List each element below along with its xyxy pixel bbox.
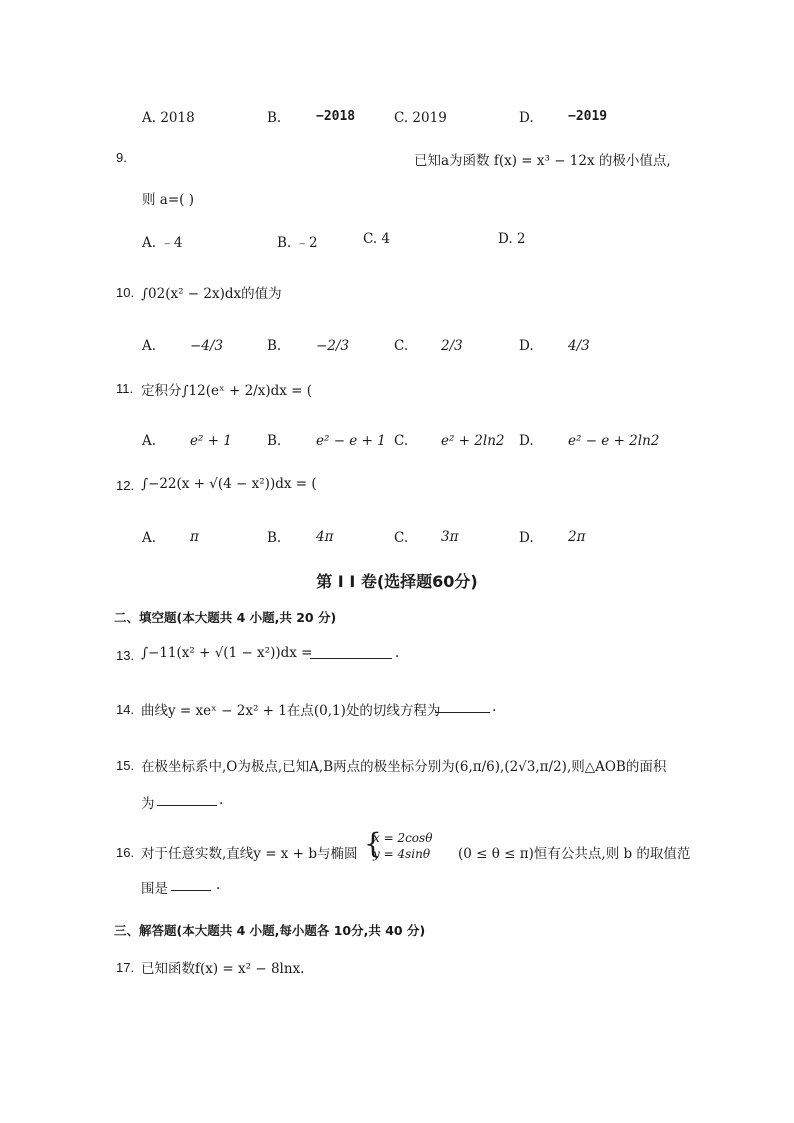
question-stem-b: (0 ≤ θ ≤ π)恒有公共点,则 b 的取值范 <box>458 846 691 862</box>
question-end: . <box>395 645 400 661</box>
option-b-label: B. <box>267 530 282 546</box>
question-number: 14. <box>116 702 135 717</box>
question-number: 12. <box>116 478 135 493</box>
section-title: 第 I I 卷(选择题60分) <box>316 572 478 591</box>
option-c-value: 2/3 <box>441 338 463 354</box>
option-b-value: e² − e + 1 <box>316 433 386 449</box>
option-b: B. ﹣2 <box>277 235 318 251</box>
q8-option-d-value: −2019 <box>568 109 608 124</box>
question-stem-continuation: 围是 <box>141 881 168 897</box>
answer-blank[interactable] <box>157 793 217 806</box>
question-number: 9. <box>116 150 127 165</box>
q8-option-c: C. 2019 <box>394 110 447 126</box>
question-end: . <box>219 792 224 808</box>
option-a: A. ﹣4 <box>142 235 183 251</box>
option-a-value: π <box>190 529 199 545</box>
option-d-label: D. <box>519 338 534 354</box>
brace-symbol: { <box>364 827 382 860</box>
option-a-label: A. <box>142 338 157 354</box>
question-stem: ∫−11(x² + √(1 − x²))dx = <box>141 645 313 661</box>
q8-option-d-label: D. <box>519 110 534 126</box>
system-equation-2: y = 4sinθ <box>373 847 431 861</box>
q8-option-b-value: −2018 <box>316 109 356 124</box>
option-d: D. 2 <box>498 231 526 247</box>
option-c-value: e² + 2ln2 <box>441 433 505 449</box>
question-number: 15. <box>116 758 135 773</box>
question-stem-continuation: 为 <box>141 796 155 812</box>
answer-blank[interactable] <box>171 878 211 891</box>
question-stem: 已知函数f(x) = x² − 8lnx. <box>141 961 305 977</box>
option-d-value: 4/3 <box>568 338 590 354</box>
option-b-value: 4π <box>316 529 334 545</box>
question-number: 10. <box>116 285 135 300</box>
answer-blank[interactable] <box>310 646 392 659</box>
option-c-label: C. <box>394 433 409 449</box>
option-b-label: B. <box>267 433 282 449</box>
question-stem: 已知a为函数 f(x) = x³ − 12x 的极小值点, <box>414 153 671 169</box>
question-number: 13. <box>116 648 135 663</box>
option-a-value: −4/3 <box>190 338 224 354</box>
q8-option-a: A. 2018 <box>142 110 195 126</box>
answer-blank[interactable] <box>435 700 490 713</box>
question-number: 17. <box>116 960 135 975</box>
part-heading-solutions: 三、解答题(本大题共 4 小题,每小题各 10分,共 40 分) <box>114 923 426 938</box>
question-stem: 对于任意实数,直线y = x + b与椭圆 <box>141 846 358 862</box>
question-number: 11. <box>116 381 134 396</box>
option-d-label: D. <box>519 433 534 449</box>
question-end: . <box>492 699 497 715</box>
option-a-label: A. <box>142 530 157 546</box>
question-stem: 定积分∫12(eˣ + 2/x)dx = ( <box>141 383 313 399</box>
question-stem: 在极坐标系中,O为极点,已知A,B两点的极坐标分别为(6,π/6),(2√3,π/2),则△AOB的面积 <box>141 759 667 775</box>
option-c-label: C. <box>394 338 409 354</box>
question-stem-continuation: 则 a=( ) <box>142 192 194 208</box>
option-d-label: D. <box>519 530 534 546</box>
system-equation-1: x = 2cosθ <box>373 831 433 845</box>
option-c: C. 4 <box>363 231 391 247</box>
question-stem: ∫−22(x + √(4 − x²))dx = ( <box>141 476 317 492</box>
part-heading-fill-in: 二、填空题(本大题共 4 小题,共 20 分) <box>114 610 337 625</box>
option-a-value: e² + 1 <box>190 433 232 449</box>
option-c-label: C. <box>394 530 409 546</box>
option-b-value: −2/3 <box>316 338 350 354</box>
question-number: 16. <box>116 845 135 860</box>
option-d-value: e² − e + 2ln2 <box>568 433 660 449</box>
option-a-label: A. <box>142 433 157 449</box>
option-b-label: B. <box>267 338 282 354</box>
question-stem: ∫02(x² − 2x)dx的值为 <box>141 286 282 302</box>
q8-option-b-label: B. <box>267 110 282 126</box>
question-stem: 曲线y = xeˣ − 2x² + 1在点(0,1)处的切线方程为 <box>141 703 441 719</box>
question-end: . <box>216 877 221 893</box>
option-d-value: 2π <box>568 529 586 545</box>
option-c-value: 3π <box>441 529 459 545</box>
